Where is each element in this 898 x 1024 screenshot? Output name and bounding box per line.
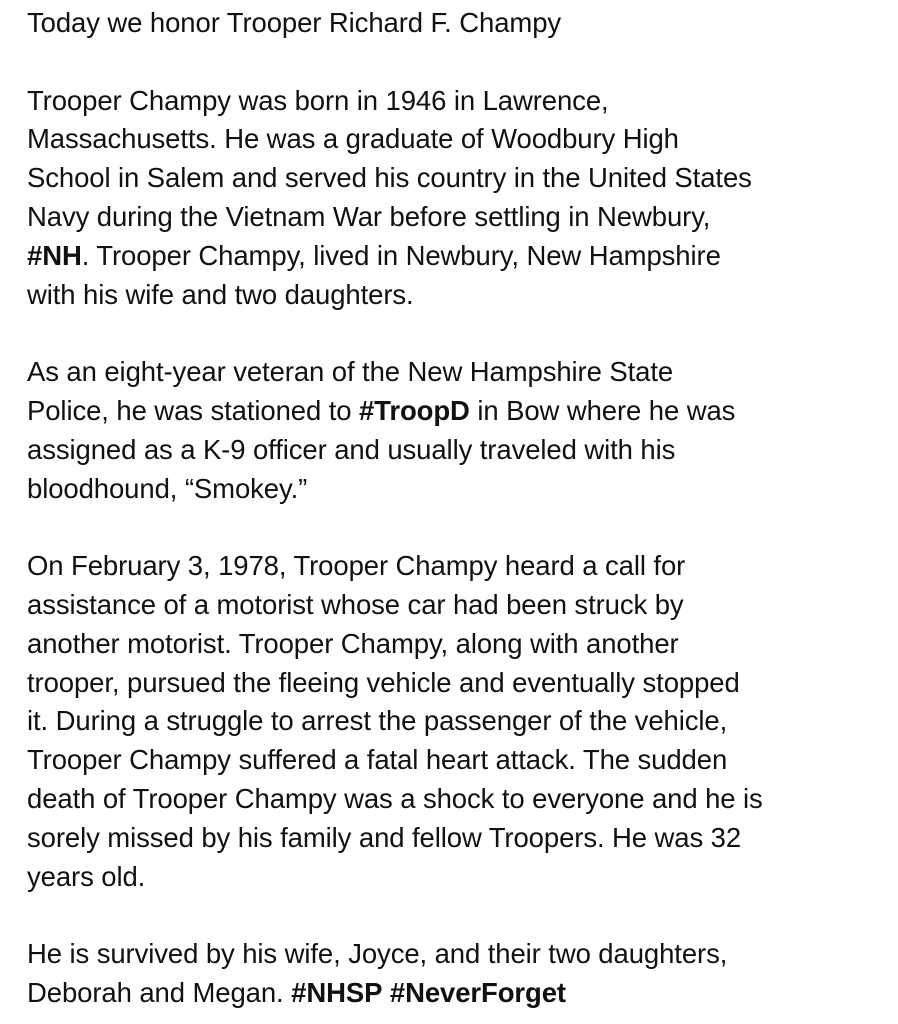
text-line	[27, 276, 889, 315]
text-segment: Navy during the Vietnam War before settling in Newbury,	[27, 200, 711, 232]
paragraph	[27, 353, 889, 508]
text-segment: assigned as a K-9 officer and usually traveled with his	[27, 433, 676, 465]
text-segment: it. During a struggle to arrest the passenger of the vehicle,	[27, 705, 728, 737]
text-segment: . Trooper Champy, lived in Newbury, New Hampshire	[81, 239, 721, 271]
text-line	[27, 741, 889, 780]
text-line	[27, 586, 889, 625]
text-segment: He is survived by his wife, Joyce, and their two daughters,	[27, 938, 728, 970]
text-line	[27, 547, 889, 586]
text-line	[27, 974, 889, 1013]
paragraph	[27, 547, 889, 896]
text-line	[27, 431, 889, 470]
text-segment: Deborah and Megan.	[27, 976, 292, 1008]
hashtag-link[interactable]: #NH	[27, 239, 82, 271]
text-line	[27, 392, 889, 431]
paragraph	[27, 935, 889, 1013]
text-segment: Trooper Champy was born in 1946 in Lawrence,	[27, 84, 609, 116]
paragraph-list	[27, 82, 889, 1013]
text-segment: As an eight-year veteran of the New Hampshire State	[27, 356, 674, 388]
text-segment: On February 3, 1978, Trooper Champy heard a call for	[27, 550, 686, 582]
document-title	[27, 4, 889, 43]
text-line	[27, 702, 889, 741]
text-line	[27, 664, 889, 703]
text-segment: in Bow where he was	[469, 394, 736, 426]
text-line	[27, 159, 889, 198]
text-segment: School in Salem and served his country in the United States	[27, 162, 752, 194]
text-line	[27, 353, 889, 392]
text-line	[27, 237, 889, 276]
text-segment: Massachusetts. He was a graduate of Woodbury High	[27, 123, 679, 155]
text-segment: Police, he was stationed to	[27, 394, 359, 426]
document-body	[27, 4, 889, 1013]
text-segment: sorely missed by his family and fellow Troopers. He was 32	[27, 821, 742, 853]
text-segment: years old.	[27, 860, 146, 892]
hashtag-link[interactable]: #TroopD	[358, 394, 470, 426]
text-segment: with his wife and two daughters.	[27, 278, 414, 310]
paragraph	[27, 82, 889, 315]
text-line	[27, 780, 889, 819]
text-segment: bloodhound, “Smokey.”	[27, 472, 308, 504]
text-line	[27, 858, 889, 897]
text-line	[27, 198, 889, 237]
text-line	[27, 470, 889, 509]
title-line: Today we honor Trooper Richard F. Champy	[27, 7, 562, 38]
text-line	[27, 82, 889, 121]
text-segment: another motorist. Trooper Champy, along with another	[27, 627, 679, 659]
text-segment: death of Trooper Champy was a shock to everyone and he is	[27, 782, 763, 814]
text-segment: assistance of a motorist whose car had been struck by	[27, 588, 684, 620]
text-line	[27, 935, 889, 974]
text-line	[27, 120, 889, 159]
text-line	[27, 819, 889, 858]
text-segment: Trooper Champy suffered a fatal heart attack. The sudden	[27, 744, 728, 776]
text-segment: trooper, pursued the fleeing vehicle and eventually stopped	[27, 666, 740, 698]
text-line	[27, 625, 889, 664]
hashtag-link[interactable]: #NeverForget	[389, 976, 566, 1008]
text-segment	[382, 977, 390, 1008]
hashtag-link[interactable]: #NHSP	[291, 976, 383, 1008]
